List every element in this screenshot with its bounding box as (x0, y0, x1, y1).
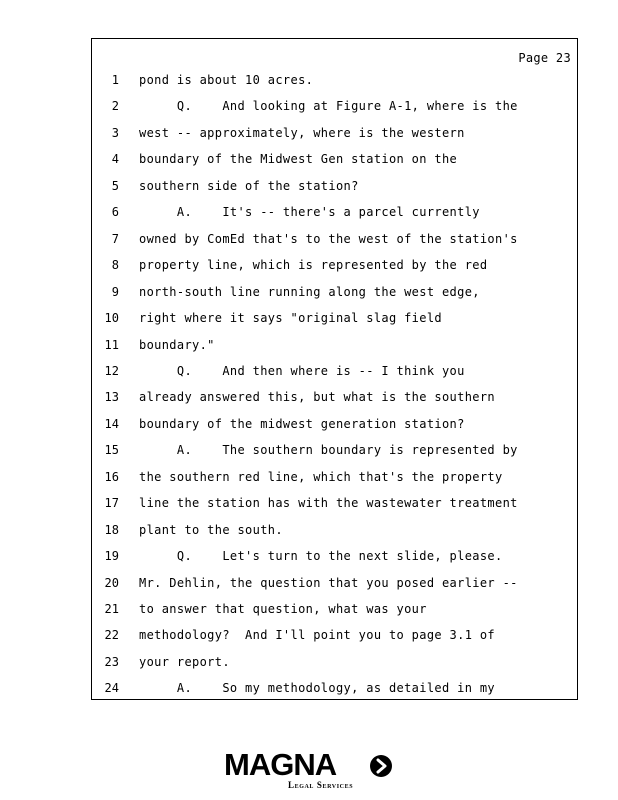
line-number: 13 (104, 390, 119, 405)
line-number: 8 (111, 258, 119, 273)
line-text: methodology? And I'll point you to page 3.1 of (139, 628, 496, 643)
line-number: 6 (111, 205, 119, 220)
line-text: already answered this, but what is the southern (139, 390, 496, 405)
line-text: southern side of the station? (139, 178, 359, 193)
chevron-right-circle-icon (370, 755, 392, 777)
line-number: 18 (104, 522, 119, 537)
transcript-line (92, 308, 577, 328)
line-text: right where it says "original slag field (139, 311, 442, 326)
line-number: 3 (111, 125, 119, 140)
line-text: to answer that question, what was your (139, 602, 427, 616)
line-text: line the station has with the wastewater treatment (139, 496, 518, 511)
transcript-line (92, 599, 577, 619)
transcript-line (92, 282, 577, 302)
line-number: 14 (104, 416, 119, 431)
transcript-line (92, 652, 577, 672)
transcript-line (92, 176, 577, 196)
transcript-line (92, 335, 577, 355)
line-text: boundary." (139, 337, 215, 352)
line-text: owned by ComEd that's to the west of the station's (139, 231, 518, 246)
line-text: property line, which is represented by the red (139, 258, 488, 273)
line-number: 11 (104, 337, 119, 352)
line-number: 20 (104, 575, 119, 590)
line-number: 7 (111, 231, 119, 246)
transcript-line (92, 96, 577, 116)
transcript-line (92, 546, 577, 566)
line-number: 1 (111, 73, 119, 87)
line-number: 12 (104, 363, 119, 378)
line-text: plant to the south. (139, 522, 283, 537)
transcript-line (92, 520, 577, 540)
line-number: 23 (104, 654, 119, 669)
transcript-line (92, 202, 577, 222)
line-number: 15 (104, 443, 119, 458)
line-number: 5 (111, 178, 119, 193)
transcript-line (92, 229, 577, 249)
line-text: boundary of the Midwest Gen station on the (139, 152, 458, 167)
transcript-line (92, 387, 577, 407)
line-text: Q. Let's turn to the next slide, please. (139, 549, 503, 564)
transcript-line (92, 255, 577, 275)
line-text: your report. (139, 654, 230, 669)
transcript-line (92, 493, 577, 513)
line-number: 2 (111, 99, 119, 114)
line-number: 24 (104, 681, 119, 696)
line-number: 22 (104, 628, 119, 643)
line-number: 9 (111, 284, 119, 299)
logo-subtitle: Legal Services (288, 780, 354, 790)
magna-logo (224, 748, 394, 792)
line-text: Q. And looking at Figure A-1, where is the (139, 99, 518, 114)
transcript-line (92, 440, 577, 460)
transcript-line (92, 70, 577, 90)
line-text: boundary of the midwest generation station? (139, 416, 465, 431)
logo-wordmark: MAGNA (224, 747, 337, 782)
transcript-page (91, 38, 578, 700)
transcript-line (92, 467, 577, 487)
line-text: A. The southern boundary is represented by (139, 443, 518, 458)
line-text: A. It's -- there's a parcel currently (139, 205, 480, 220)
line-number: 19 (104, 549, 119, 564)
line-text: Mr. Dehlin, the question that you posed earlier -- (139, 575, 518, 590)
transcript-line (92, 149, 577, 169)
line-text: Q. And then where is -- I think you (139, 363, 465, 378)
transcript-line (92, 414, 577, 434)
line-number: 16 (104, 469, 119, 484)
line-number: 17 (104, 496, 119, 511)
transcript-line (92, 625, 577, 645)
page-number: Page 23 (518, 51, 571, 65)
transcript-line (92, 361, 577, 381)
line-number: 10 (104, 311, 119, 326)
transcript-line (92, 678, 577, 698)
transcript-line (92, 123, 577, 143)
transcript-line (92, 573, 577, 593)
line-text: the southern red line, which that's the property (139, 469, 503, 484)
line-number: 4 (111, 152, 119, 167)
line-text: north-south line running along the west edge, (139, 284, 480, 299)
line-text: pond is about 10 acres. (139, 73, 314, 87)
line-text: west -- approximately, where is the western (139, 125, 465, 140)
line-text: A. So my methodology, as detailed in my (139, 681, 496, 696)
line-number: 21 (104, 602, 119, 616)
